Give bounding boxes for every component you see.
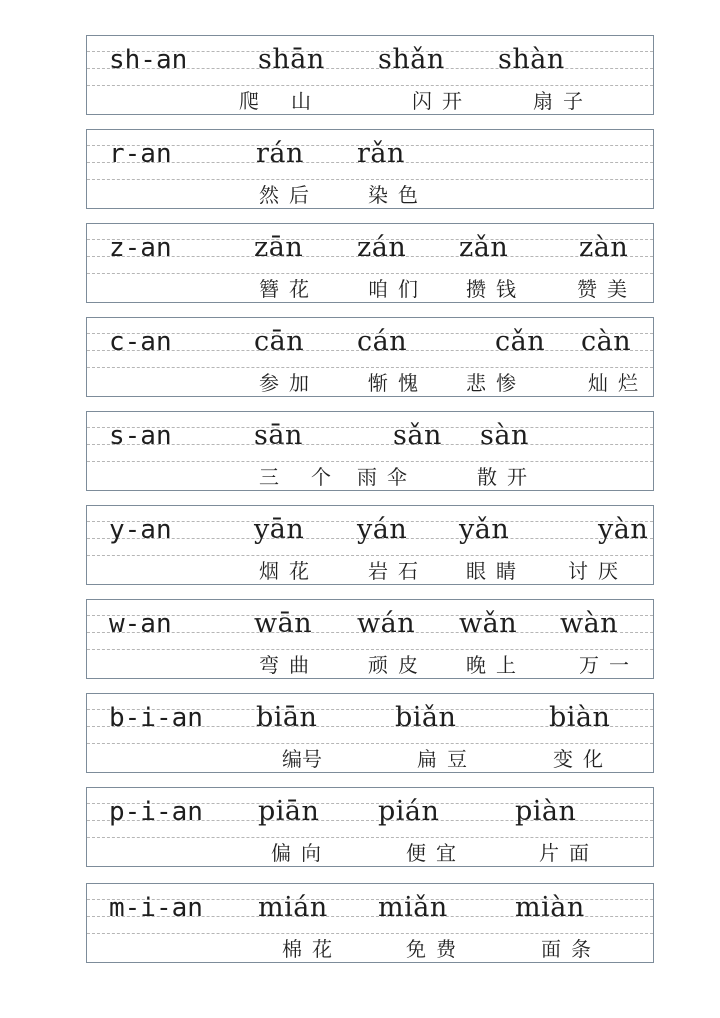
chinese-word — [239, 88, 311, 114]
syllable-spelling-label: m-i-an — [109, 893, 203, 923]
chinese-character: 烟 — [259, 559, 279, 583]
chinese-character: 偏 — [271, 841, 291, 865]
chinese-character: 扁 — [417, 747, 437, 771]
pinyin-syllable: shān — [258, 44, 325, 75]
pinyin-row-y-an — [86, 505, 654, 585]
pinyin-row-p-i-an — [86, 787, 654, 867]
chinese-character: 弯 — [259, 653, 279, 677]
pinyin-row-r-an — [86, 129, 654, 209]
chinese-word — [271, 840, 321, 866]
pinyin-row-b-i-an — [86, 693, 654, 773]
chinese-character: 花 — [289, 559, 309, 583]
chinese-character: 染 — [368, 183, 388, 207]
guide-line-bottom — [87, 273, 653, 274]
chinese-word — [541, 936, 591, 962]
chinese-character: 眼 — [466, 559, 486, 583]
chinese-word — [477, 464, 527, 490]
pinyin-syllable: zǎn — [459, 232, 509, 263]
chinese-word — [259, 558, 309, 584]
chinese-word — [259, 182, 309, 208]
chinese-character: 豆 — [447, 747, 467, 771]
guide-line-bottom — [87, 743, 653, 744]
chinese-character: 面 — [541, 937, 561, 961]
syllable-spelling-label: c-an — [109, 327, 172, 357]
syllable-spelling-label: y-an — [109, 515, 172, 545]
pinyin-syllable: sàn — [480, 420, 529, 451]
chinese-character: 讨 — [568, 559, 588, 583]
chinese-character: 片 — [539, 841, 559, 865]
pinyin-syllable: wǎn — [459, 608, 518, 639]
pinyin-syllable: yàn — [598, 514, 649, 545]
pinyin-syllable: shǎn — [378, 44, 445, 75]
chinese-character: 赞 — [577, 277, 597, 301]
guide-line-bottom — [87, 649, 653, 650]
chinese-character: 散 — [477, 465, 497, 489]
chinese-character: 顽 — [368, 653, 388, 677]
chinese-character: 闪 — [412, 89, 432, 113]
chinese-character: 石 — [398, 559, 418, 583]
pinyin-syllable: zàn — [579, 232, 629, 263]
chinese-word — [357, 464, 407, 490]
chinese-character: 条 — [571, 937, 591, 961]
chinese-word — [466, 558, 516, 584]
guide-line-bottom — [87, 933, 653, 934]
pinyin-syllable: biān — [256, 702, 318, 733]
chinese-word — [539, 840, 589, 866]
pinyin-row-z-an — [86, 223, 654, 303]
pinyin-syllable: wān — [254, 608, 313, 639]
chinese-character: 免 — [406, 937, 426, 961]
pinyin-row-w-an — [86, 599, 654, 679]
chinese-character: 厌 — [598, 559, 618, 583]
chinese-word — [368, 558, 418, 584]
guide-line-bottom — [87, 367, 653, 368]
pinyin-syllable: shàn — [498, 44, 565, 75]
chinese-word — [368, 370, 418, 396]
pinyin-syllable: mián — [258, 892, 328, 923]
chinese-character: 爬 — [239, 89, 259, 113]
pinyin-row-s-an — [86, 411, 654, 491]
syllable-spelling-label: p-i-an — [109, 797, 203, 827]
guide-line-bottom — [87, 179, 653, 180]
chinese-character: 悲 — [466, 371, 486, 395]
chinese-word — [368, 182, 418, 208]
pinyin-syllable: rán — [256, 138, 304, 169]
pinyin-syllable: wàn — [560, 608, 619, 639]
chinese-character: 子 — [563, 89, 583, 113]
chinese-character: 三 — [259, 465, 279, 489]
chinese-character: 费 — [436, 937, 456, 961]
syllable-spelling-label: z-an — [109, 233, 172, 263]
guide-line-middle — [87, 444, 653, 445]
chinese-character: 上 — [496, 653, 516, 677]
chinese-word — [282, 936, 332, 962]
pinyin-syllable: cán — [357, 326, 408, 357]
chinese-word — [259, 464, 331, 490]
chinese-character: 愧 — [398, 371, 418, 395]
pinyin-syllable: biàn — [549, 702, 611, 733]
guide-line-top — [87, 427, 653, 428]
chinese-word — [588, 370, 638, 396]
chinese-character: 便 — [406, 841, 426, 865]
chinese-character: 面 — [569, 841, 589, 865]
syllable-spelling-label: r-an — [109, 139, 172, 169]
chinese-character: 晚 — [466, 653, 486, 677]
chinese-word — [368, 652, 418, 678]
chinese-character: 伞 — [387, 465, 407, 489]
pinyin-syllable: wán — [357, 608, 416, 639]
chinese-character: 山 — [291, 89, 311, 113]
pinyin-row-c-an — [86, 317, 654, 397]
chinese-character: 开 — [442, 89, 462, 113]
chinese-word — [412, 88, 462, 114]
pinyin-syllable: piàn — [515, 796, 577, 827]
chinese-word — [568, 558, 618, 584]
chinese-character: 个 — [311, 465, 331, 489]
chinese-character: 扇 — [533, 89, 553, 113]
chinese-word — [553, 746, 603, 772]
chinese-character: 睛 — [496, 559, 516, 583]
chinese-word — [577, 276, 627, 302]
pinyin-row-sh-an — [86, 35, 654, 115]
pinyin-syllable: yǎn — [459, 514, 510, 545]
chinese-word — [406, 936, 456, 962]
pinyin-syllable: cān — [254, 326, 305, 357]
pinyin-syllable: sān — [254, 420, 303, 451]
chinese-character: 灿 — [588, 371, 608, 395]
pinyin-syllable: zān — [254, 232, 304, 263]
guide-line-bottom — [87, 837, 653, 838]
chinese-character: 攒 — [466, 277, 486, 301]
pinyin-syllable: yán — [357, 514, 408, 545]
pinyin-syllable: rǎn — [357, 138, 405, 169]
chinese-character: 参 — [259, 371, 279, 395]
chinese-character: 皮 — [398, 653, 418, 677]
chinese-character: 棉 — [282, 937, 302, 961]
chinese-word — [579, 652, 629, 678]
chinese-word — [259, 652, 309, 678]
chinese-character: 们 — [398, 277, 418, 301]
chinese-character: 开 — [507, 465, 527, 489]
chinese-character: 编 — [282, 747, 302, 771]
chinese-word — [259, 370, 309, 396]
guide-line-bottom — [87, 555, 653, 556]
chinese-word — [368, 276, 418, 302]
chinese-character: 烂 — [618, 371, 638, 395]
pinyin-syllable: miǎn — [378, 892, 448, 923]
chinese-word — [466, 652, 516, 678]
syllable-spelling-label: sh-an — [109, 45, 188, 75]
chinese-character: 雨 — [357, 465, 377, 489]
chinese-character: 后 — [289, 183, 309, 207]
pinyin-syllable: yān — [254, 514, 305, 545]
syllable-spelling-label: w-an — [109, 609, 172, 639]
pinyin-syllable: zán — [357, 232, 407, 263]
chinese-word — [417, 746, 467, 772]
syllable-spelling-label: s-an — [109, 421, 172, 451]
chinese-character: 宜 — [436, 841, 456, 865]
chinese-character: 岩 — [368, 559, 388, 583]
pinyin-syllable: càn — [581, 326, 632, 357]
chinese-character: 万 — [579, 653, 599, 677]
guide-line-bottom — [87, 85, 653, 86]
pinyin-syllable: pián — [378, 796, 440, 827]
chinese-character: 曲 — [289, 653, 309, 677]
syllable-spelling-label: b-i-an — [109, 703, 203, 733]
chinese-character: 变 — [553, 747, 573, 771]
pinyin-syllable: biǎn — [395, 702, 457, 733]
chinese-character: 向 — [301, 841, 321, 865]
chinese-character: 色 — [398, 183, 418, 207]
chinese-word — [259, 276, 309, 302]
pinyin-syllable: piān — [258, 796, 320, 827]
pinyin-row-m-i-an — [86, 883, 654, 963]
chinese-word — [533, 88, 583, 114]
chinese-word — [282, 746, 322, 772]
chinese-character: 咱 — [368, 277, 388, 301]
pinyin-syllable: miàn — [515, 892, 585, 923]
chinese-character: 花 — [312, 937, 332, 961]
chinese-word — [466, 370, 516, 396]
chinese-character: 簪 — [259, 277, 279, 301]
chinese-word — [466, 276, 516, 302]
guide-line-bottom — [87, 461, 653, 462]
chinese-character: 化 — [583, 747, 603, 771]
pinyin-syllable: cǎn — [495, 326, 546, 357]
chinese-character: 一 — [609, 653, 629, 677]
chinese-character: 然 — [259, 183, 279, 207]
chinese-character: 惨 — [496, 371, 516, 395]
chinese-word — [406, 840, 456, 866]
chinese-character: 花 — [289, 277, 309, 301]
pinyin-syllable: sǎn — [393, 420, 442, 451]
chinese-character: 加 — [289, 371, 309, 395]
chinese-character: 号 — [302, 747, 322, 771]
chinese-character: 惭 — [368, 371, 388, 395]
chinese-character: 美 — [607, 277, 627, 301]
chinese-character: 钱 — [496, 277, 516, 301]
